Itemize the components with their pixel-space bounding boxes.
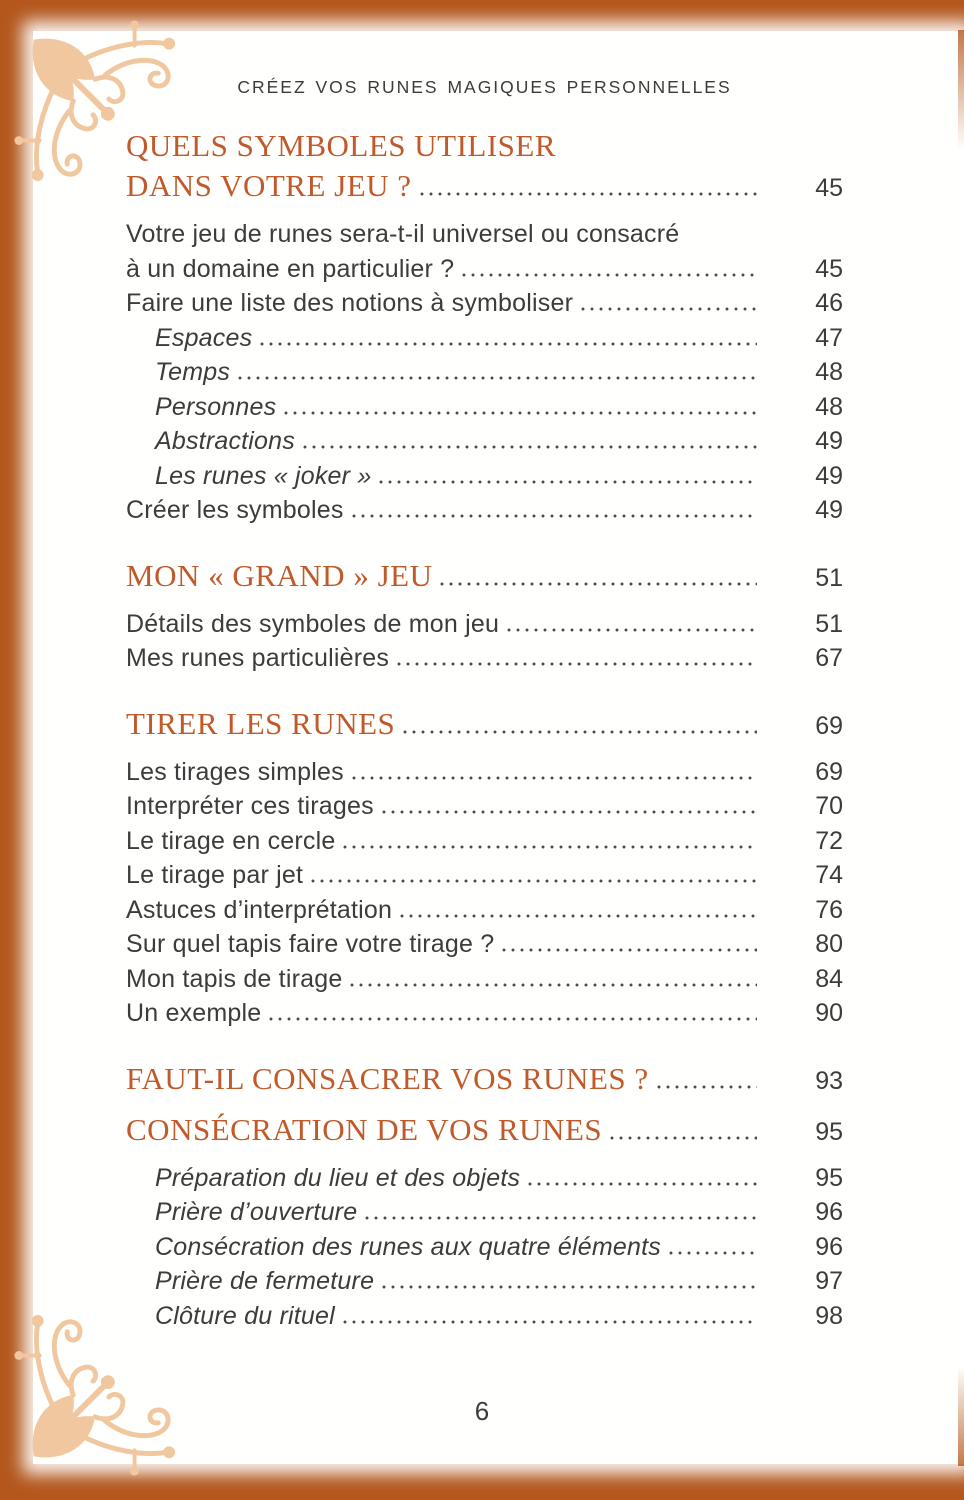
- toc-line: QUELS SYMBOLES UTILISER: [126, 128, 557, 163]
- toc-item: [126, 1059, 843, 1101]
- dot-leader: [610, 1136, 757, 1140]
- toc-item: [126, 355, 843, 390]
- running-header: CRÉEZ VOS RUNES MAGIQUES PERSONNELLES: [237, 77, 732, 97]
- toc-item-page: 84: [815, 964, 843, 993]
- toc-item-label: Abstractions: [155, 427, 295, 455]
- toc-item: [126, 493, 843, 528]
- dot-leader: [440, 582, 757, 586]
- toc-item-page: 76: [815, 895, 843, 924]
- toc-item-label: Mon tapis de tirage: [126, 964, 343, 993]
- toc-item-page: 74: [815, 861, 843, 889]
- toc-item-page: 80: [815, 930, 843, 958]
- dot-leader: [343, 845, 757, 849]
- toc-line: Votre jeu de runes sera-t-il universel ou consacré: [126, 220, 680, 248]
- toc-item-page: 95: [815, 1163, 843, 1192]
- toc-item-label: DANS VOTRE JEU ?: [126, 168, 412, 203]
- toc-item-label: Astuces d’interprétation: [126, 895, 393, 924]
- toc-item-label: Le tirage par jet: [126, 861, 304, 889]
- toc-item-page: 90: [815, 999, 843, 1027]
- toc-item-page: 48: [815, 392, 843, 421]
- toc-item: [126, 1230, 843, 1265]
- toc-item-label: Sur quel tapis faire votre tirage ?: [126, 930, 495, 958]
- dot-leader: [260, 342, 757, 346]
- dot-leader: [238, 376, 757, 380]
- dot-leader: [397, 662, 757, 666]
- toc-item: [126, 1110, 843, 1152]
- toc-item-page: 96: [815, 1198, 843, 1226]
- toc-item: [126, 286, 843, 321]
- toc-list: [126, 126, 843, 1333]
- toc-item-page: 69: [815, 757, 843, 786]
- toc-item-label: CONSÉCRATION DE VOS RUNES: [126, 1111, 603, 1147]
- dot-leader: [507, 628, 757, 632]
- page-edge-shade-top-right: [958, 30, 964, 150]
- toc-item: [126, 858, 843, 893]
- toc-item-page: 45: [815, 254, 843, 283]
- dot-leader: [502, 948, 757, 952]
- dot-leader: [420, 192, 757, 196]
- toc-item: [126, 424, 843, 459]
- dot-leader: [352, 776, 757, 780]
- toc-item: [126, 962, 843, 997]
- toc-item-label: Faire une liste des notions à symboliser: [126, 289, 574, 317]
- toc-item: [126, 893, 843, 928]
- dot-leader: [400, 914, 757, 918]
- toc-item: [126, 704, 843, 746]
- dot-leader: [462, 273, 757, 277]
- toc-item-page: 95: [815, 1117, 843, 1146]
- toc-item-label: Prière d’ouverture: [155, 1198, 358, 1226]
- dot-leader: [669, 1251, 757, 1255]
- dot-leader: [352, 514, 757, 518]
- toc-item-label: à un domaine en particulier ?: [126, 254, 455, 283]
- toc-item-page: 67: [815, 644, 843, 672]
- toc-item: [126, 1161, 843, 1196]
- toc-item-label: MON « GRAND » JEU: [126, 557, 433, 593]
- dot-leader: [581, 307, 757, 311]
- dot-leader: [403, 730, 757, 734]
- dot-leader: [657, 1085, 757, 1089]
- toc-item-page: 93: [815, 1066, 843, 1095]
- toc-item-page: 70: [815, 792, 843, 820]
- toc-item-label: Créer les symboles: [126, 496, 344, 524]
- toc-item: [126, 166, 843, 208]
- toc-item: [126, 1299, 843, 1334]
- toc-item-page: 51: [815, 609, 843, 638]
- toc-item-label: TIRER LES RUNES: [126, 705, 396, 741]
- toc-item: [126, 321, 843, 356]
- toc-item: [126, 459, 843, 494]
- dot-leader: [365, 1216, 757, 1220]
- page-number: 6: [474, 1396, 490, 1426]
- toc-item-label: Interpréter ces tirages: [126, 792, 374, 820]
- dot-leader: [284, 411, 757, 415]
- toc-item: [126, 607, 843, 642]
- toc-item: [126, 1264, 843, 1299]
- toc-item-label: Personnes: [155, 392, 277, 421]
- toc-item: [126, 789, 843, 824]
- dot-leader: [343, 1320, 757, 1324]
- toc-item-page: 49: [815, 427, 843, 455]
- toc-item: [126, 755, 843, 790]
- dot-leader: [350, 983, 757, 987]
- toc-item: [126, 824, 843, 859]
- toc-item-page: 98: [815, 1301, 843, 1330]
- toc-item: [126, 252, 843, 287]
- toc-item-label: FAUT-IL CONSACRER VOS RUNES ?: [126, 1060, 649, 1096]
- page-content: [126, 32, 843, 1333]
- toc-item-page: 51: [815, 563, 843, 592]
- toc-item-label: Préparation du lieu et des objets: [155, 1163, 521, 1192]
- toc-item-page: 46: [815, 289, 843, 317]
- toc-item-label: Prière de fermeture: [155, 1267, 375, 1295]
- toc-item: [126, 1195, 843, 1230]
- toc-item-page: 49: [815, 461, 843, 490]
- toc-item-page: 72: [815, 826, 843, 855]
- dot-leader: [379, 480, 757, 484]
- dot-leader: [303, 445, 757, 449]
- toc-item-page: 96: [815, 1232, 843, 1261]
- toc-item-label: Temps: [155, 358, 231, 386]
- toc-item-label: Le tirage en cercle: [126, 826, 336, 855]
- dot-leader: [269, 1017, 757, 1021]
- dot-leader: [528, 1182, 757, 1186]
- toc-item-label: Clôture du rituel: [155, 1301, 335, 1330]
- toc-item-label: Mes runes particulières: [126, 644, 390, 672]
- toc-item-page: 49: [815, 496, 843, 524]
- dot-leader: [382, 810, 757, 814]
- toc-item-page: 45: [815, 174, 843, 202]
- toc-item-label: Les tirages simples: [126, 757, 344, 786]
- toc-item-page: 97: [815, 1267, 843, 1295]
- toc-item-label: Espaces: [155, 323, 253, 352]
- toc-item-label: Consécration des runes aux quatre éléments: [155, 1232, 661, 1261]
- dot-leader: [311, 879, 757, 883]
- toc-item: [126, 390, 843, 425]
- toc-item: [126, 556, 843, 598]
- toc-item: [126, 641, 843, 676]
- toc-item-label: Un exemple: [126, 999, 262, 1027]
- toc-item: [126, 927, 843, 962]
- toc-item-label: Les runes « joker »: [155, 461, 372, 490]
- toc-item-page: 48: [815, 358, 843, 386]
- dot-leader: [382, 1285, 757, 1289]
- toc-item-label: Détails des symboles de mon jeu: [126, 609, 500, 638]
- toc-item: [126, 996, 843, 1031]
- toc-item-page: 47: [815, 323, 843, 352]
- toc-item-page: 69: [815, 711, 843, 740]
